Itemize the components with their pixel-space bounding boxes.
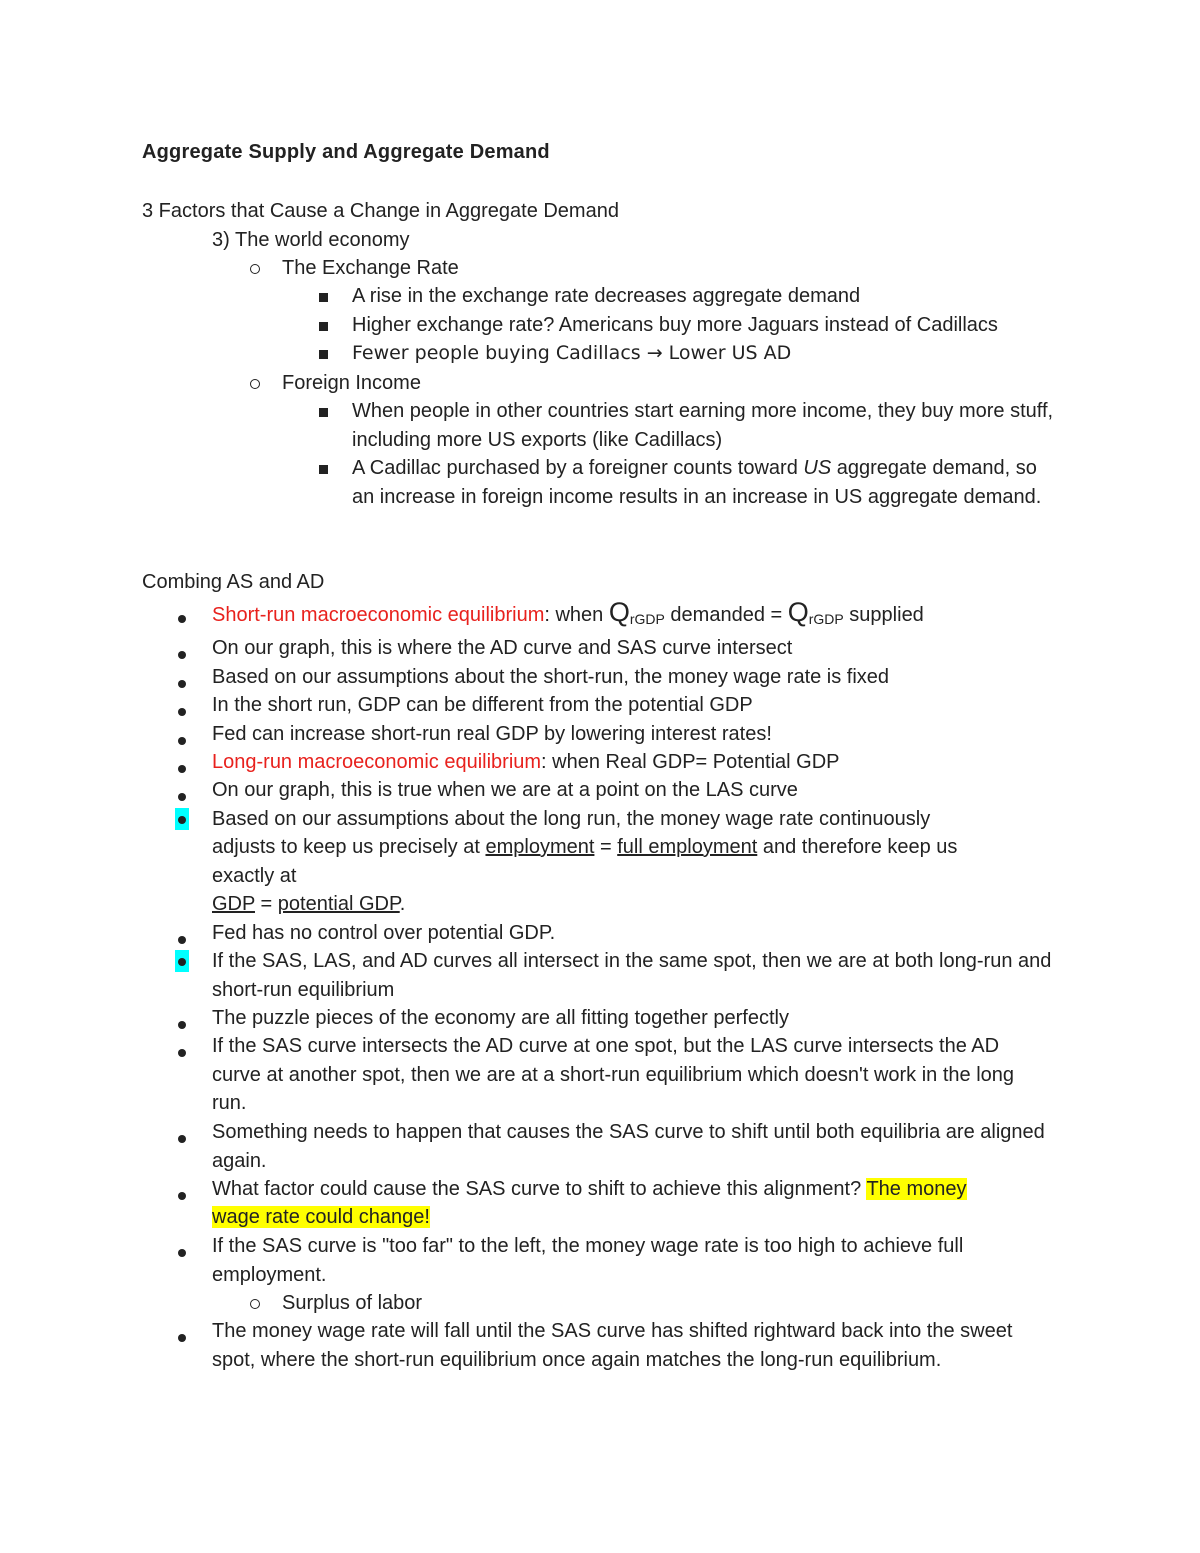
- list-item: Based on our assumptions about the long run, the money wage rate continuously: [212, 808, 931, 830]
- term-long-run-equilibrium: Long-run macroeconomic equilibrium: [212, 751, 542, 773]
- list-item-continued: adjusts to keep us precisely at employment = full employment and therefore keep us: [212, 836, 958, 858]
- bullet-dot-icon: [178, 603, 186, 632]
- bullet-dot-icon: [178, 753, 186, 782]
- list-item-continued: [212, 1203, 430, 1232]
- bullet-dot-icon: [178, 1037, 186, 1066]
- exchange-rate-point: A rise in the exchange rate decreases aggregate demand: [352, 285, 861, 307]
- list-item: Something needs to happen that causes the SAS curve to shift until both equilibria are aligned again.: [212, 1121, 1045, 1172]
- list-item: If the SAS curve intersects the AD curve at one spot, but the LAS curve intersects the AD curve at another spot, then we are at a short-run equilibrium which doesn't work in the long run.: [212, 1035, 1015, 1114]
- square-bullet-icon: [319, 339, 328, 368]
- list-item: Short-run macroeconomic equilibrium: when $Q_{rGDP}$ demanded = $Q_{rGDP}$ supplied: [212, 597, 924, 627]
- emphasis-us: US: [803, 457, 832, 479]
- bullet-dot-icon: [178, 781, 186, 810]
- list-item: In the short run, GDP can be different from the potential GDP: [212, 694, 753, 716]
- bullet-dot-icon: [178, 1123, 186, 1152]
- bullet-dot-icon: [178, 696, 186, 725]
- combining-heading: Combing AS and AD: [142, 571, 325, 593]
- exchange-rate-point: Fewer people buying Cadillacs → Lower US AD: [352, 342, 792, 364]
- list-item: The puzzle pieces of the economy are all fitting together perfectly: [212, 1007, 789, 1029]
- hollow-circle-bullet-icon: [250, 254, 260, 283]
- bullet-dot-icon: [178, 725, 186, 754]
- hollow-circle-bullet-icon: [250, 1289, 260, 1318]
- square-bullet-icon: [319, 397, 328, 426]
- world-economy-item: 3) The world economy: [212, 229, 410, 251]
- foreign-income-point: When people in other countries start earning more income, they buy more stuff, including more US exports (like Cadillacs): [352, 400, 1054, 451]
- bullet-dot-icon: [178, 1009, 186, 1038]
- square-bullet-icon: [319, 454, 328, 483]
- document-title: Aggregate Supply and Aggregate Demand: [142, 141, 550, 163]
- square-bullet-icon: [319, 311, 328, 340]
- factors-heading: 3 Factors that Cause a Change in Aggregate Demand: [142, 200, 619, 222]
- list-item: On our graph, this is where the AD curve and SAS curve intersect: [212, 637, 793, 659]
- bullet-dot-icon: [178, 1180, 186, 1209]
- highlighted-bullet-dot-icon: [175, 808, 189, 839]
- hollow-circle-bullet-icon: [250, 369, 260, 398]
- list-item-continued: exactly at: [212, 865, 297, 887]
- highlighted-bullet-dot-icon: [175, 950, 189, 981]
- underlined-full-employment: full employment: [617, 836, 758, 858]
- list-item: What factor could cause the SAS curve to shift to achieve this alignment? The money: [212, 1178, 967, 1200]
- list-item: Fed has no control over potential GDP.: [212, 922, 556, 944]
- highlighted-answer: wage rate could change!: [212, 1206, 430, 1228]
- underlined-employment: employment: [485, 836, 595, 858]
- list-item: Long-run macroeconomic equilibrium: when Real GDP= Potential GDP: [212, 751, 840, 773]
- exchange-rate-point: Higher exchange rate? Americans buy more Jaguars instead of Cadillacs: [352, 314, 998, 336]
- underlined-gdp: GDP: [212, 893, 255, 915]
- list-item: On our graph, this is true when we are at a point on the LAS curve: [212, 779, 798, 801]
- foreign-income-label: Foreign Income: [282, 372, 421, 394]
- bullet-dot-icon: [178, 668, 186, 697]
- square-bullet-icon: [319, 282, 328, 311]
- list-item-continued: GDP = potential GDP.: [212, 893, 406, 915]
- list-item: Fed can increase short-run real GDP by lowering interest rates!: [212, 723, 772, 745]
- list-item: If the SAS curve is "too far" to the left, the money wage rate is too high to achieve full employment.: [212, 1235, 964, 1286]
- exchange-rate-label: The Exchange Rate: [282, 257, 459, 279]
- list-item: Based on our assumptions about the short-run, the money wage rate is fixed: [212, 666, 890, 688]
- bullet-dot-icon: [178, 924, 186, 953]
- foreign-income-point: A Cadillac purchased by a foreigner counts toward US aggregate demand, so an increase in foreign income results in an increase in US aggregate demand.: [352, 457, 1042, 508]
- bullet-dot-icon: [178, 1322, 186, 1351]
- list-item: The money wage rate will fall until the SAS curve has shifted rightward back into the sweet spot, where the short-run equilibrium once again matches the long-run equilibrium.: [212, 1320, 1013, 1371]
- bullet-dot-icon: [178, 639, 186, 668]
- list-item: If the SAS, LAS, and AD curves all intersect in the same spot, then we are at both long-run and short-run equilibrium: [212, 950, 1052, 1001]
- bullet-dot-icon: [178, 1237, 186, 1266]
- sub-list-item: Surplus of labor: [282, 1292, 423, 1314]
- highlighted-answer: The money: [866, 1178, 967, 1200]
- term-short-run-equilibrium: Short-run macroeconomic equilibrium: [212, 604, 545, 626]
- underlined-potential-gdp: potential GDP: [277, 893, 400, 915]
